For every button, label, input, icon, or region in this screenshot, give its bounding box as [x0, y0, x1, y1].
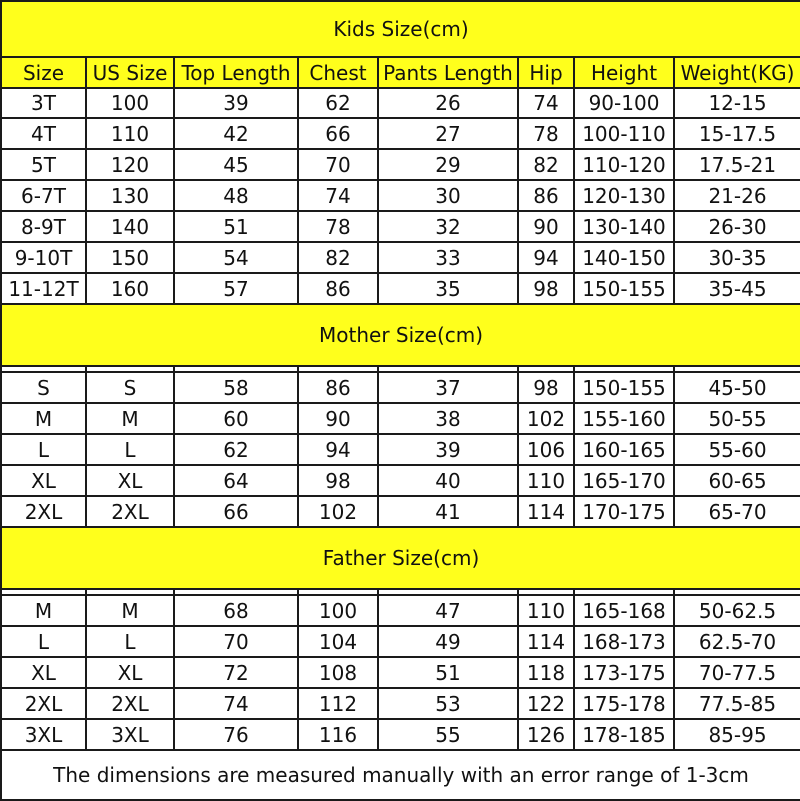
table-cell: 17.5-21 [674, 149, 800, 180]
table-row [1, 496, 800, 527]
column-header: Weight(KG) [674, 57, 800, 88]
table-cell: 94 [298, 434, 378, 465]
table-cell: 100 [86, 88, 174, 118]
table-cell: 160 [86, 273, 174, 304]
table-cell: 37 [378, 372, 518, 403]
table-cell: 98 [298, 465, 378, 496]
table-cell: 100-110 [574, 118, 674, 149]
table-cell: 82 [518, 149, 574, 180]
table-cell: 51 [174, 211, 298, 242]
table-cell: 2XL [86, 688, 174, 719]
table-cell: 15-17.5 [674, 118, 800, 149]
table-cell: 106 [518, 434, 574, 465]
table-cell: 126 [518, 719, 574, 750]
table-cell: L [1, 626, 86, 657]
table-cell: 62 [298, 88, 378, 118]
table-cell: 130 [86, 180, 174, 211]
table-cell: 112 [298, 688, 378, 719]
table-row [1, 434, 800, 465]
table-cell: 76 [174, 719, 298, 750]
table-cell: 4T [1, 118, 86, 149]
table-cell: 60-65 [674, 465, 800, 496]
table-cell: 26 [378, 88, 518, 118]
table-cell: 98 [518, 273, 574, 304]
table-cell: 74 [518, 88, 574, 118]
table-cell: 26-30 [674, 211, 800, 242]
table-cell: 11-12T [1, 273, 86, 304]
table-cell: 48 [174, 180, 298, 211]
table-row [1, 688, 800, 719]
section-title-row [1, 527, 800, 589]
section-title: Father Size(cm) [1, 527, 800, 589]
table-cell: 82 [298, 242, 378, 273]
table-cell: 78 [518, 118, 574, 149]
table-cell: 173-175 [574, 657, 674, 688]
table-cell: 45 [174, 149, 298, 180]
table-cell: 39 [174, 88, 298, 118]
table-cell: 2XL [86, 496, 174, 527]
table-cell: 85-95 [674, 719, 800, 750]
table-cell: M [1, 403, 86, 434]
column-header: Top Length [174, 57, 298, 88]
table-cell: 102 [518, 403, 574, 434]
table-cell: 62 [174, 434, 298, 465]
table-cell: 53 [378, 688, 518, 719]
column-header: Pants Length [378, 57, 518, 88]
table-cell: 38 [378, 403, 518, 434]
table-cell: 74 [174, 688, 298, 719]
table-cell: 130-140 [574, 211, 674, 242]
table-cell: 122 [518, 688, 574, 719]
table-cell: 116 [298, 719, 378, 750]
table-cell: 70 [174, 626, 298, 657]
table-cell: 55 [378, 719, 518, 750]
table-row [1, 273, 800, 304]
table-cell: M [86, 595, 174, 626]
table-cell: 72 [174, 657, 298, 688]
table-cell: 74 [298, 180, 378, 211]
table-cell: 68 [174, 595, 298, 626]
table-cell: 155-160 [574, 403, 674, 434]
table-cell: 58 [174, 372, 298, 403]
table-cell: XL [1, 657, 86, 688]
table-cell: 110 [86, 118, 174, 149]
table-cell: 60 [174, 403, 298, 434]
section-title: Mother Size(cm) [1, 304, 800, 366]
table-cell: XL [86, 465, 174, 496]
table-row [1, 118, 800, 149]
table-row [1, 211, 800, 242]
table-cell: 54 [174, 242, 298, 273]
table-cell: 140 [86, 211, 174, 242]
table-cell: 35 [378, 273, 518, 304]
table-cell: 94 [518, 242, 574, 273]
table-cell: 90 [298, 403, 378, 434]
table-cell: 170-175 [574, 496, 674, 527]
table-cell: 12-15 [674, 88, 800, 118]
footnote: The dimensions are measured manually with an error range of 1-3cm [1, 750, 800, 800]
table-cell: 90 [518, 211, 574, 242]
table-row [1, 403, 800, 434]
table-cell: 77.5-85 [674, 688, 800, 719]
column-header: Height [574, 57, 674, 88]
table-cell: 3XL [1, 719, 86, 750]
table-cell: XL [1, 465, 86, 496]
table-cell: 6-7T [1, 180, 86, 211]
table-row [1, 595, 800, 626]
column-header: Size [1, 57, 86, 88]
table-cell: 30-35 [674, 242, 800, 273]
section-title: Kids Size(cm) [1, 1, 800, 57]
table-cell: S [86, 372, 174, 403]
table-cell: 108 [298, 657, 378, 688]
table-cell: 2XL [1, 496, 86, 527]
table-row [1, 657, 800, 688]
table-cell: 42 [174, 118, 298, 149]
section-title-row [1, 304, 800, 366]
table-cell: 27 [378, 118, 518, 149]
table-cell: 51 [378, 657, 518, 688]
table-cell: 35-45 [674, 273, 800, 304]
table-row [1, 149, 800, 180]
table-cell: 41 [378, 496, 518, 527]
table-cell: 62.5-70 [674, 626, 800, 657]
table-cell: 110-120 [574, 149, 674, 180]
table-cell: 98 [518, 372, 574, 403]
table-cell: 165-170 [574, 465, 674, 496]
table-cell: 102 [298, 496, 378, 527]
column-header: US Size [86, 57, 174, 88]
table-cell: 90-100 [574, 88, 674, 118]
table-cell: 9-10T [1, 242, 86, 273]
table-cell: 2XL [1, 688, 86, 719]
table-cell: 29 [378, 149, 518, 180]
table-cell: 50-55 [674, 403, 800, 434]
table-cell: 3XL [86, 719, 174, 750]
table-cell: 8-9T [1, 211, 86, 242]
column-header: Chest [298, 57, 378, 88]
table-cell: 21-26 [674, 180, 800, 211]
table-cell: 64 [174, 465, 298, 496]
table-cell: 150 [86, 242, 174, 273]
table-cell: 175-178 [574, 688, 674, 719]
table-row [1, 719, 800, 750]
table-cell: 104 [298, 626, 378, 657]
table-cell: 150-155 [574, 273, 674, 304]
table-cell: 114 [518, 626, 574, 657]
footnote-row [1, 750, 800, 800]
column-header: Hip [518, 57, 574, 88]
table-cell: 33 [378, 242, 518, 273]
table-row [1, 180, 800, 211]
table-row [1, 372, 800, 403]
section-title-row [1, 1, 800, 57]
table-cell: 165-168 [574, 595, 674, 626]
table-cell: 114 [518, 496, 574, 527]
table-cell: L [86, 434, 174, 465]
column-header-row [1, 57, 800, 88]
table-cell: 49 [378, 626, 518, 657]
table-cell: 57 [174, 273, 298, 304]
table-cell: XL [86, 657, 174, 688]
table-cell: 70-77.5 [674, 657, 800, 688]
table-row [1, 465, 800, 496]
table-cell: 39 [378, 434, 518, 465]
table-cell: 120 [86, 149, 174, 180]
table-cell: 70 [298, 149, 378, 180]
table-cell: 50-62.5 [674, 595, 800, 626]
table-cell: 45-50 [674, 372, 800, 403]
table-cell: 86 [298, 372, 378, 403]
table-cell: 86 [518, 180, 574, 211]
table-cell: 55-60 [674, 434, 800, 465]
table-cell: 66 [174, 496, 298, 527]
size-chart-body [1, 1, 800, 800]
table-cell: M [1, 595, 86, 626]
table-cell: 86 [298, 273, 378, 304]
table-cell: L [1, 434, 86, 465]
table-row [1, 88, 800, 118]
table-cell: 32 [378, 211, 518, 242]
table-cell: 168-173 [574, 626, 674, 657]
table-cell: 140-150 [574, 242, 674, 273]
table-cell: 5T [1, 149, 86, 180]
table-row [1, 626, 800, 657]
table-cell: 40 [378, 465, 518, 496]
table-cell: 30 [378, 180, 518, 211]
table-cell: 118 [518, 657, 574, 688]
table-cell: 65-70 [674, 496, 800, 527]
table-cell: S [1, 372, 86, 403]
table-cell: L [86, 626, 174, 657]
table-cell: 3T [1, 88, 86, 118]
table-cell: 120-130 [574, 180, 674, 211]
table-cell: 110 [518, 465, 574, 496]
table-cell: 150-155 [574, 372, 674, 403]
table-cell: 110 [518, 595, 574, 626]
table-cell: 78 [298, 211, 378, 242]
table-cell: 178-185 [574, 719, 674, 750]
table-row [1, 242, 800, 273]
table-cell: 47 [378, 595, 518, 626]
table-cell: 66 [298, 118, 378, 149]
table-cell: 160-165 [574, 434, 674, 465]
table-cell: M [86, 403, 174, 434]
table-cell: 100 [298, 595, 378, 626]
